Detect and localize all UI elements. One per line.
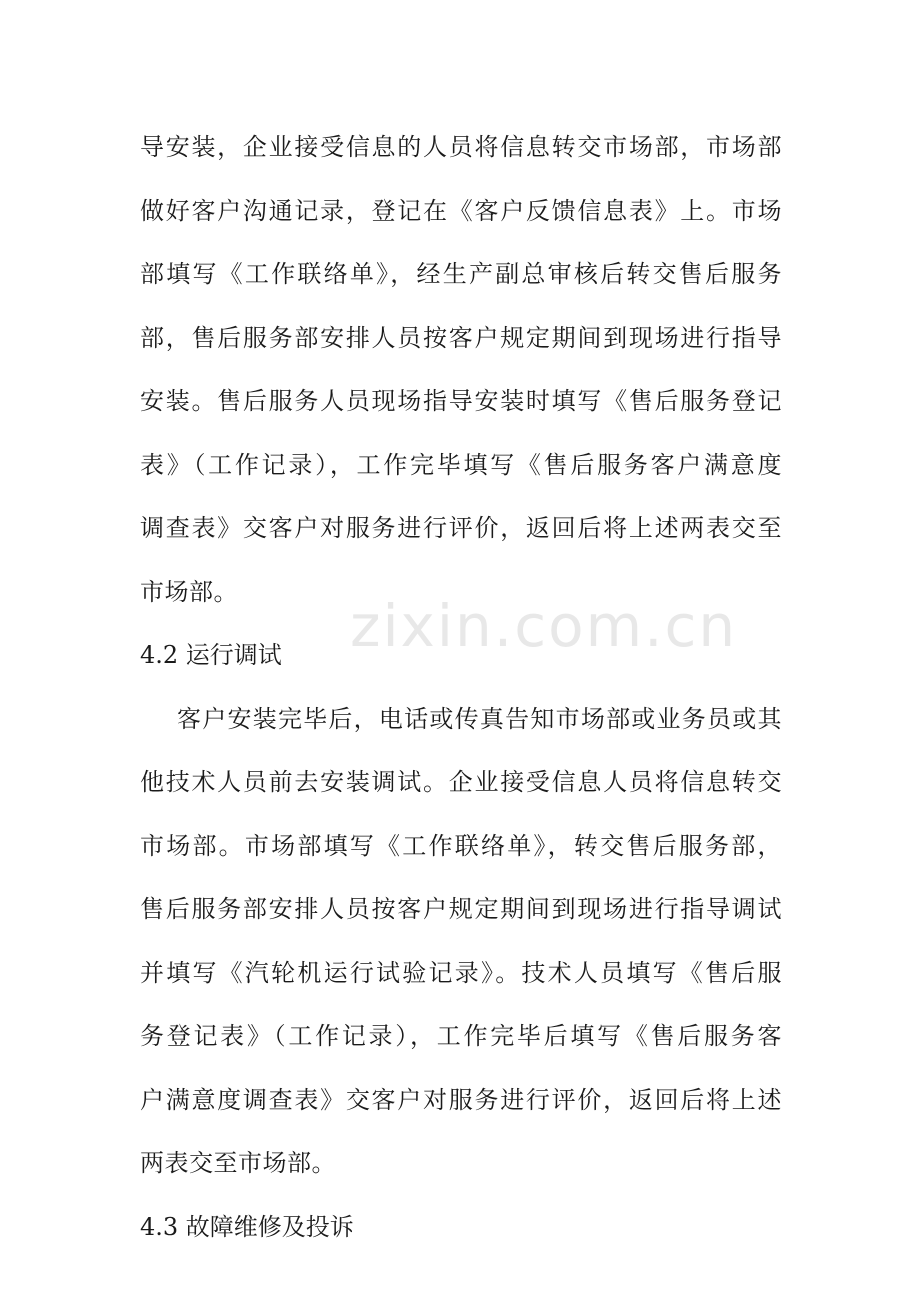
text-line: 务登记表》（工作记录），工作完毕后填写《售后服务客 xyxy=(140,1022,782,1050)
text-line: 客户安装完毕后，电话或传真告知市场部或业务员或其 xyxy=(177,704,782,733)
text-line: 安装。售后服务人员现场指导安装时填写《售后服务登记 xyxy=(140,387,782,415)
text-line: 市场部。市场部填写《工作联络单》，转交售后服务部， xyxy=(140,831,782,860)
paragraph-commissioning xyxy=(140,688,782,1196)
text-line: 部，售后服务部安排人员按客户规定期间到现场进行指导 xyxy=(140,323,782,352)
text-line: 导安装，企业接受信息的人员将信息转交市场部，市场部 xyxy=(140,133,782,161)
text-line: 表》（工作记录），工作完毕填写《售后服务客户满意度 xyxy=(140,450,782,479)
text-line: 市场部。 xyxy=(140,577,238,606)
paragraph-installation-guidance xyxy=(140,116,782,624)
watermark: zixin.com.cn xyxy=(350,592,738,660)
text-line: 部填写《工作联络单》，经生产副总审核后转交售后服务 xyxy=(140,260,782,288)
document-body xyxy=(140,116,782,1259)
text-line: 做好客户沟通记录，登记在《客户反馈信息表》上。市场 xyxy=(140,196,782,225)
text-line: 他技术人员前去安装调试。企业接受信息人员将信息转交 xyxy=(140,768,782,796)
text-line: 并填写《汽轮机运行试验记录》。技术人员填写《售后服 xyxy=(140,958,782,987)
text-line: 两表交至市场部。 xyxy=(140,1149,336,1177)
text-line: 售后服务部安排人员按客户规定期间到现场进行指导调试 xyxy=(140,895,782,923)
section-heading-4-3: 4.3 故障维修及投诉 xyxy=(140,1212,354,1241)
section-heading-4-2: 4.2 运行调试 xyxy=(140,641,282,669)
text-line: 户满意度调查表》交客户对服务进行评价，返回后将上述 xyxy=(140,1085,782,1114)
text-line: 调查表》交客户对服务进行评价，返回后将上述两表交至 xyxy=(140,514,782,542)
